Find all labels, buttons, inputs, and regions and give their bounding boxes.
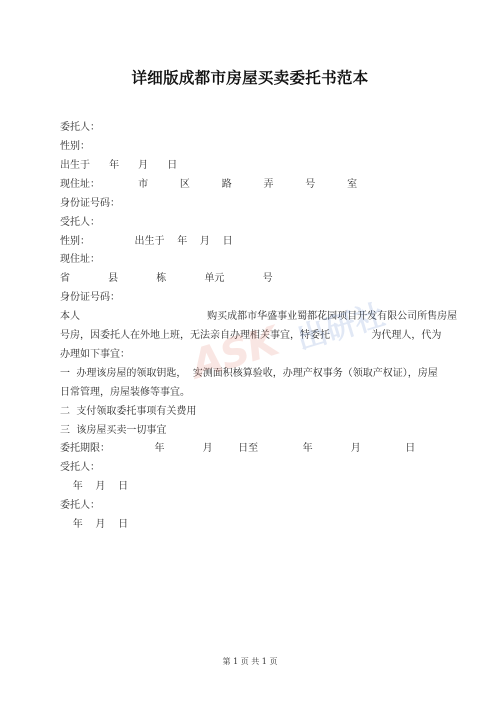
item-two: 二 支付领取委托事项有关费用 — [60, 406, 197, 417]
body-line-1: 本人 购买成都市华盛事业蜀都花园项目开发有限公司所售房屋 — [60, 311, 458, 322]
principal-signature-label: 委托人： — [60, 500, 100, 511]
document-title: 详细版成都市房屋买卖委托书范本 — [131, 69, 369, 87]
agent-address-label: 现住址： — [60, 254, 100, 265]
agent-id-label: 身份证号码： — [60, 292, 120, 303]
agent-signature-label: 受托人： — [60, 462, 100, 473]
principal-id-label: 身份证号码： — [60, 198, 120, 209]
body-line-3: 办理如下事宜： — [60, 349, 130, 360]
watermark-latin: ASK — [185, 318, 284, 389]
item-one-line-2: 日常管理，房屋装修等事宜。 — [60, 387, 190, 398]
authorization-period-line: 委托期限： 年 月 日至 年 月 日 — [60, 443, 416, 454]
principal-address-line: 现住址： 市 区 路 弄 号 室 — [60, 179, 358, 190]
body-line-2: 号房，因委托人在外地上班，无法亲自办理相关事宜，特委托 为代理人，代为 — [60, 330, 442, 341]
principal-label: 委托人： — [60, 122, 100, 133]
agent-address-line: 省 县 栋 单元 号 — [60, 273, 273, 284]
watermark-chinese: 出研社 — [292, 297, 390, 358]
agent-signature-date: 年 月 日 — [60, 481, 129, 492]
principal-gender-label: 性别： — [60, 141, 90, 152]
page-number: 第 1 页 共 1 页 — [222, 657, 278, 666]
principal-signature-date: 年 月 日 — [60, 519, 129, 530]
agent-gender-birth-line: 性别： 出生于 年 月 日 — [60, 236, 233, 247]
item-one-line-1: 一 办理该房屋的领取钥匙， 实测面积核算验收，办理产权事务（领取产权证），房屋 — [60, 368, 438, 379]
principal-birth-line: 出生于 年 月 日 — [60, 160, 178, 171]
item-three: 三 该房屋买卖一切事宜 — [60, 425, 167, 436]
agent-label: 受托人： — [60, 217, 100, 228]
